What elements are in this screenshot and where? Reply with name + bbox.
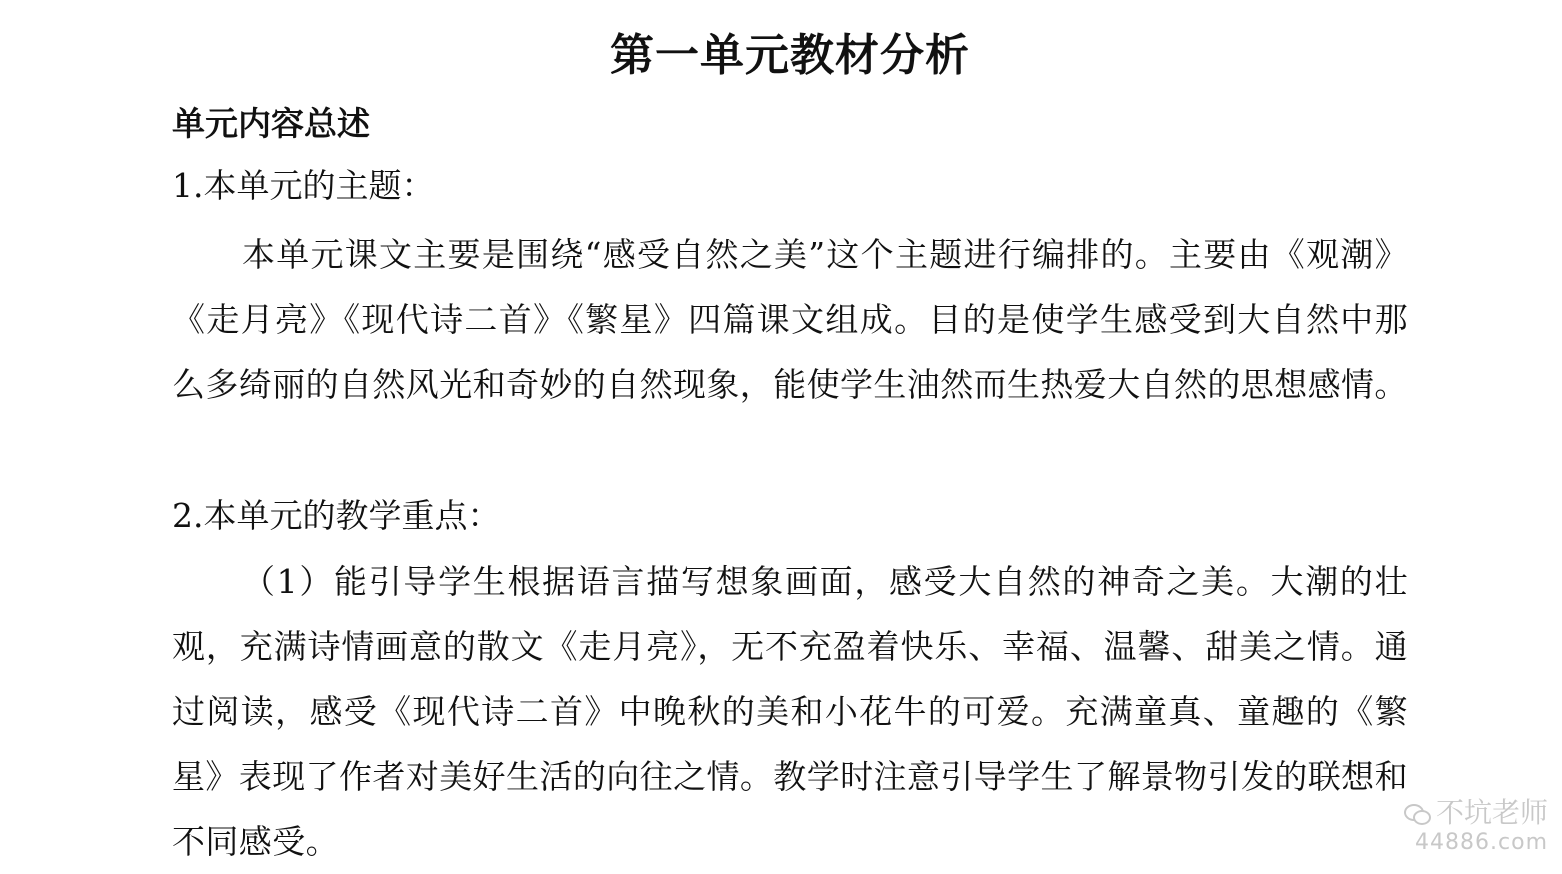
wechat-icon — [1404, 802, 1430, 824]
watermark-name: 不坑老师 — [1435, 796, 1548, 829]
item-heading-theme: 1.本单元的主题： — [172, 166, 435, 205]
paragraph-theme: 本单元课文主要是围绕“感受自然之美”这个主题进行编排的。主要由《观潮》《走月亮》《现代诗二首》《繁星》四篇课文组成。目的是使学生感受到大自然中那么多绮丽的自然风光和奇妙的自然现象，能使学生油然而生热爱大自然的思想感情。 — [172, 235, 1408, 404]
paragraph-focus: （1）能引导学生根据语言描写想象画面，感受大自然的神奇之美。大潮的壮观，充满诗情画意的散文《走月亮》，无不充盈着快乐、幸福、温馨、甜美之情。通过阅读，感受《现代诗二首》中晚秋的美和小花牛的可爱。充满童真、童趣的《繁星》表现了作者对美好生活的向往之情。教学时注意引导学生了解景物引发的联想和不同感受。 — [172, 562, 1408, 861]
item-heading-focus: 2.本单元的教学重点： — [172, 496, 501, 535]
page-title: 第一单元教材分析 — [610, 30, 970, 81]
watermark — [1388, 796, 1548, 856]
watermark-site: 44886.com — [1415, 830, 1548, 855]
section-heading: 单元内容总述 — [172, 104, 370, 143]
